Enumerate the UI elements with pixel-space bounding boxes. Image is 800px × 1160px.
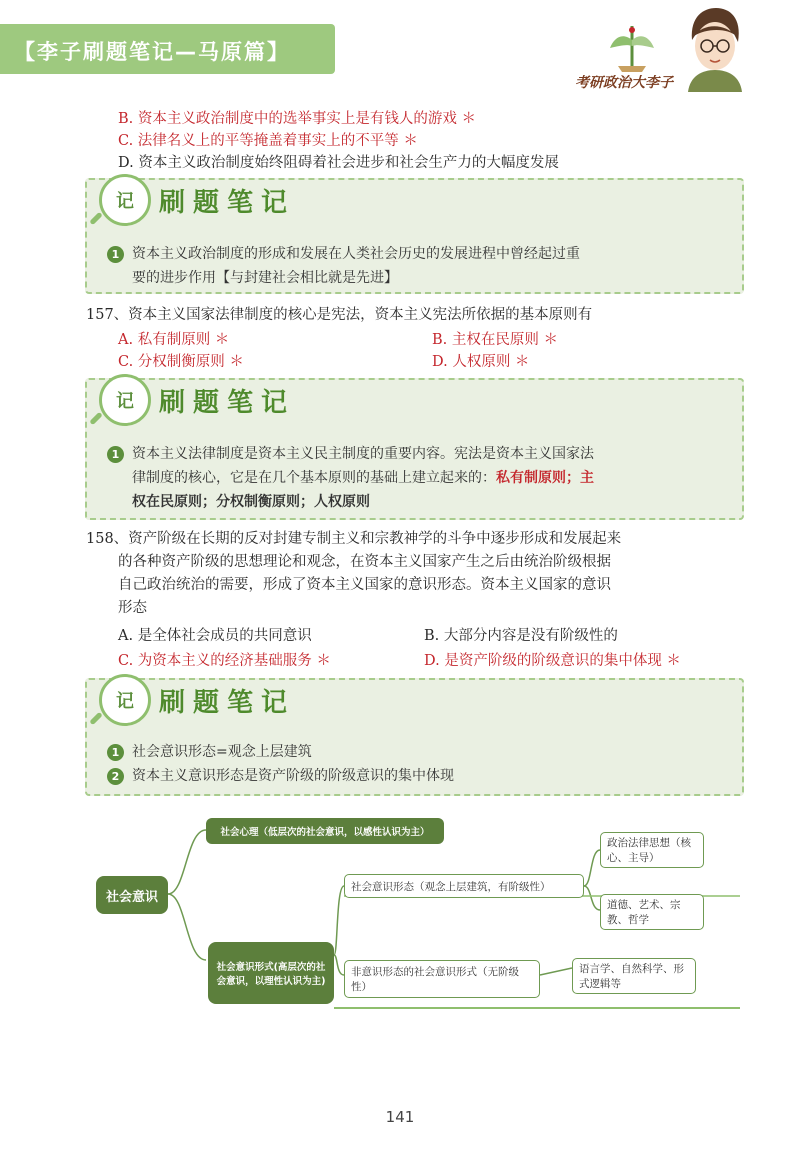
q157-question: 157、资本主义国家法律制度的核心是宪法，资本主义宪法所依据的基本原则有: [86, 307, 593, 323]
note-box-3: [85, 678, 744, 796]
brand-name: 考研政治大李子: [575, 75, 673, 91]
number-1-icon: 1: [107, 246, 124, 263]
diagram-moral-art: 道德、艺术、宗教、哲学: [600, 894, 704, 930]
diagram-consciousness-forms: 社会意识形式(高层次的社会意识，以理性认识为主): [208, 942, 334, 1004]
note-2-line-3: 权在民原则；分权制衡原则；人权原则: [132, 494, 370, 510]
avatar: [684, 6, 746, 92]
diagram-social-psychology: 社会心理（低层次的社会意识，以感性认识为主）: [206, 818, 444, 844]
q156-option-c: C. 法律名义上的平等掩盖着事实上的不平等 ＊: [118, 133, 418, 149]
logo-icon: [604, 22, 660, 74]
number-1-icon: 1: [107, 744, 124, 761]
note-3-item-1: 1 社会意识形态=观念上层建筑: [107, 740, 312, 764]
q157-option-c: C. 分权制衡原则 ＊: [118, 354, 244, 370]
q157-option-b: B. 主权在民原则 ＊: [432, 332, 558, 348]
magnifier-handle-icon: [89, 712, 102, 725]
magnifier-handle-icon: [89, 412, 102, 425]
q158-line-3: 自己政治统治的需要，形成了资本主义国家的意识形态。资本主义国家的意识: [118, 577, 611, 593]
note-title: 刷题笔记: [159, 688, 296, 718]
number-1-icon: 1: [107, 446, 124, 463]
note-1-line-2: 要的进步作用【与封建社会相比就是先进】: [132, 270, 398, 286]
note-2-line-1: 1 资本主义法律制度是资本主义民主制度的重要内容。宪法是资本主义国家法: [107, 442, 594, 466]
page-header-title: 【李子刷题笔记—马原篇】: [14, 40, 290, 64]
number-2-icon: 2: [107, 768, 124, 785]
note-3-item-2: 2 资本主义意识形态是资产阶级的阶级意识的集中体现: [107, 764, 454, 788]
note-title: 刷题笔记: [159, 188, 296, 218]
page-number: 141: [385, 1108, 415, 1126]
q158-line-4: 形态: [118, 600, 147, 616]
note-title: 刷题笔记: [159, 388, 296, 418]
q158-option-c: C. 为资本主义的经济基础服务 ＊: [118, 653, 331, 669]
diagram-political-legal: 政治法律思想（核心、主导）: [600, 832, 704, 868]
q158-option-d: D. 是资产阶级的阶级意识的集中体现 ＊: [424, 653, 681, 669]
note-1-line-1: 1 资本主义政治制度的形成和发展在人类社会历史的发展进程中曾经起过重: [107, 242, 580, 266]
note-badge-icon: 记: [99, 674, 151, 726]
diagram-ideology: 社会意识形态（观念上层建筑，有阶级性）: [344, 874, 584, 898]
note-badge-icon: 记: [99, 374, 151, 426]
q156-option-d: D. 资本主义政治制度始终阻碍着社会进步和社会生产力的大幅度发展: [118, 155, 559, 171]
note-box-2: [85, 378, 744, 520]
q157-option-d: D. 人权原则 ＊: [432, 354, 530, 370]
note-box-1: [85, 178, 744, 294]
q156-option-b: B. 资本主义政治制度中的选举事实上是有钱人的游戏 ＊: [118, 111, 476, 127]
note-badge-icon: 记: [99, 174, 151, 226]
note-2-line-2: 律制度的核心，它是在几个基本原则的基础上建立起来的：私有制原则；主: [132, 470, 594, 486]
q158-line-1: 158、资产阶级在长期的反对封建专制主义和宗教神学的斗争中逐步形成和发展起来: [86, 531, 622, 547]
diagram-root: 社会意识: [96, 876, 168, 914]
q158-option-a: A. 是全体社会成员的共同意识: [118, 628, 312, 644]
diagram-non-ideology: 非意识形态的社会意识形式（无阶级性）: [344, 960, 540, 998]
diagram-science: 语言学、自然科学、形式逻辑等: [572, 958, 696, 994]
q157-option-a: A. 私有制原则 ＊: [118, 332, 230, 348]
q158-option-b: B. 大部分内容是没有阶级性的: [424, 628, 618, 644]
q158-line-2: 的各种资产阶级的思想理论和观念，在资本主义国家产生之后由统治阶级根据: [118, 554, 611, 570]
magnifier-handle-icon: [89, 212, 102, 225]
